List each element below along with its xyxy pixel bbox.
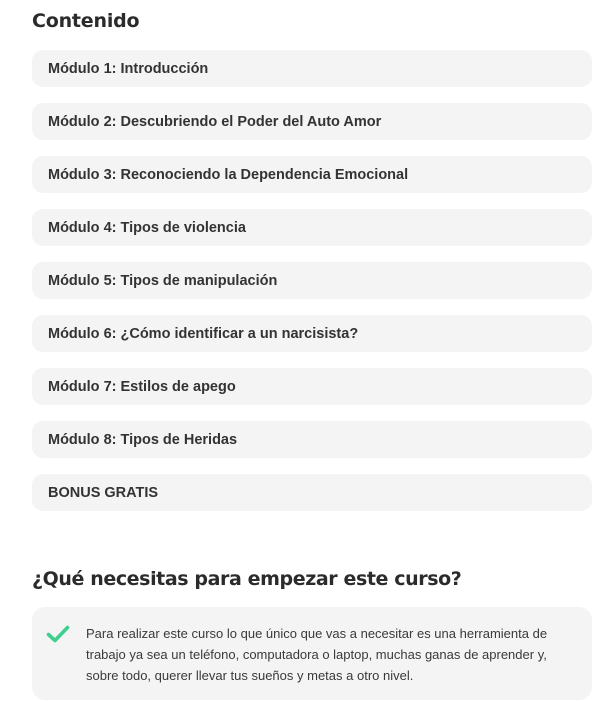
module-item-1[interactable]	[32, 50, 592, 87]
module-item-3[interactable]	[32, 156, 592, 193]
module-label: Módulo 1: Introducción	[48, 60, 209, 77]
module-item-6[interactable]	[32, 315, 592, 352]
module-label: BONUS GRATIS	[48, 484, 159, 501]
module-item-2[interactable]	[32, 103, 592, 140]
content-heading: Contenido	[32, 10, 140, 32]
module-item-5[interactable]	[32, 262, 592, 299]
check-icon	[46, 624, 70, 644]
requirements-card	[32, 607, 592, 700]
module-label: Módulo 6: ¿Cómo identificar a un narcisista?	[48, 325, 359, 342]
module-label: Módulo 5: Tipos de manipulación	[48, 272, 278, 289]
module-list	[32, 50, 592, 511]
module-label: Módulo 8: Tipos de Heridas	[48, 431, 238, 448]
module-item-bonus[interactable]	[32, 474, 592, 511]
module-label: Módulo 4: Tipos de violencia	[48, 219, 246, 236]
module-label: Módulo 2: Descubriendo el Poder del Auto Amor	[48, 113, 382, 130]
module-item-8[interactable]	[32, 421, 592, 458]
module-item-7[interactable]	[32, 368, 592, 405]
module-item-4[interactable]	[32, 209, 592, 246]
module-label: Módulo 7: Estilos de apego	[48, 378, 236, 395]
requirements-text: Para realizar este curso lo que único que vas a necesitar es una herramienta de trabajo ya sea un teléfono, computadora o laptop, muchas ganas de aprender y, sobre todo, querer llevar tus sueños y metas a otro nivel.	[86, 626, 548, 683]
module-label: Módulo 3: Reconociendo la Dependencia Emocional	[48, 166, 409, 183]
requirements-heading: ¿Qué necesitas para empezar este curso?	[32, 568, 462, 590]
